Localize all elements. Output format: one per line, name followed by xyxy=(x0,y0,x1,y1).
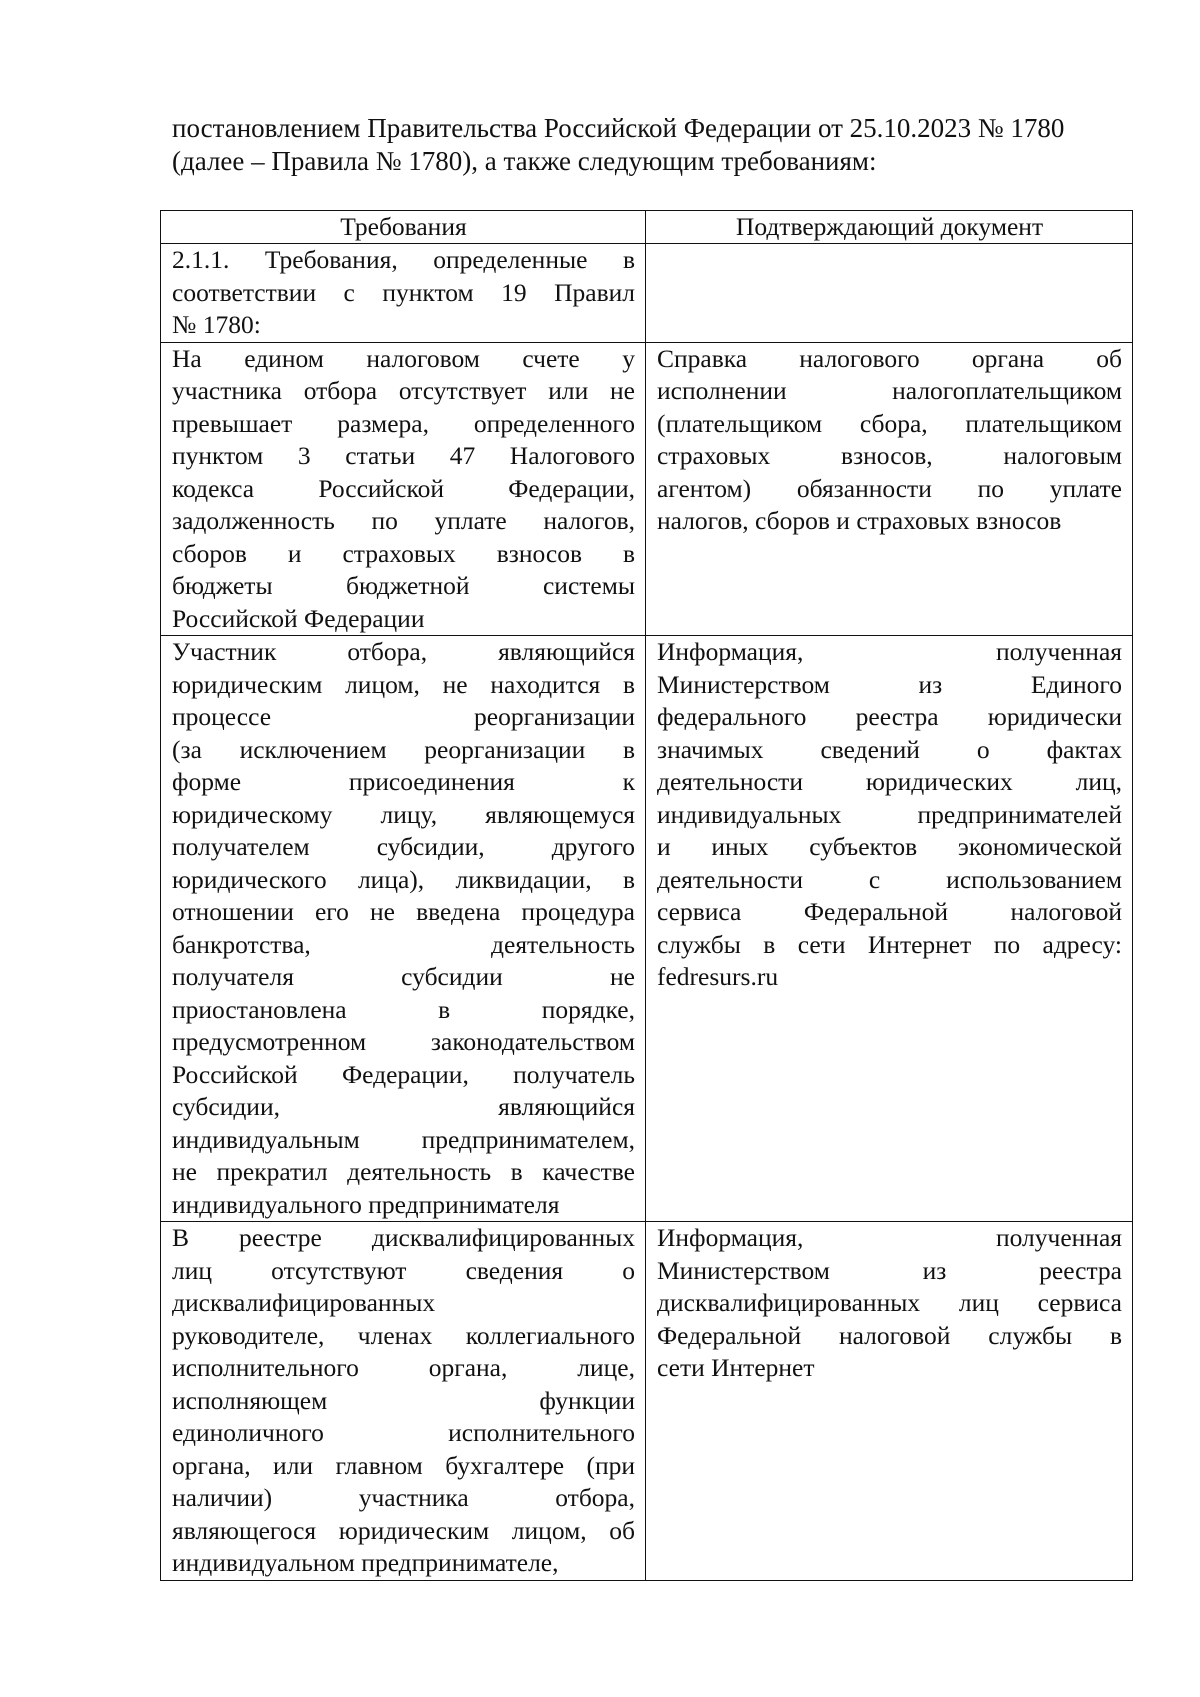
cell-text-line: наличии) участника отбора, xyxy=(172,1483,635,1512)
cell-text-line: дисквалифицированных лиц сервиса xyxy=(657,1288,1122,1317)
cell-text-line: не прекратил деятельность в качестве xyxy=(172,1157,635,1186)
table-row xyxy=(161,1222,1133,1581)
requirements-table xyxy=(160,210,1133,1581)
cell-text-line: соответствии с пунктом 19 Правил xyxy=(172,277,635,307)
cell-text-line: агентом) обязанности по уплате xyxy=(657,473,1122,503)
cell-text-line: индивидуальном предпринимателе, xyxy=(172,1548,559,1577)
cell-text-line: (плательщиком сбора, плательщиком xyxy=(657,408,1122,438)
cell-text-line: № 1780: xyxy=(172,310,261,339)
cell-text-line: Министерством из Единого xyxy=(657,669,1122,699)
cell-text-line: исполнении налогоплательщиком xyxy=(657,376,1122,405)
requirement-cell xyxy=(161,1222,646,1581)
cell-text-line: получателем субсидии, другого xyxy=(172,832,635,861)
cell-text-line: Федеральной налоговой службы в xyxy=(657,1320,1122,1350)
cell-text-line: деятельности юридических лиц, xyxy=(657,767,1122,796)
cell-text-line: значимых сведений о фактах xyxy=(657,734,1122,764)
cell-text-line: сети Интернет xyxy=(657,1353,815,1382)
cell-text-line: единоличного исполнительного xyxy=(172,1418,635,1447)
table-row xyxy=(161,636,1133,1222)
cell-text-line: предусмотренном законодательством xyxy=(172,1027,635,1056)
cell-text-line: 2.1.1. Требования, определенные в xyxy=(172,245,635,274)
cell-text-line: исполнительного органа, лице, xyxy=(172,1353,635,1382)
header-document: Подтверждающий документ xyxy=(646,211,1133,244)
intro-paragraph xyxy=(172,112,1132,178)
requirement-cell xyxy=(161,636,646,1222)
cell-text-line: На едином налоговом счете у xyxy=(172,343,635,373)
requirement-cell xyxy=(161,244,646,343)
cell-text-line: индивидуального предпринимателя xyxy=(172,1189,560,1219)
cell-text-line: юридического лица), ликвидации, в xyxy=(172,864,635,894)
cell-text-line: приостановлена в порядке, xyxy=(172,994,635,1024)
intro-line: (далее – Правила № 1780), а также следующим требованиям: xyxy=(172,146,877,176)
cell-text-line: индивидуальным предпринимателем, xyxy=(172,1124,635,1154)
cell-text-line: Информация, полученная xyxy=(657,1223,1122,1252)
cell-text-line: и иных субъектов экономической xyxy=(657,832,1122,861)
cell-text-line: Российской Федерации, получатель xyxy=(172,1059,635,1089)
cell-text-line: налогов, сборов и страховых взносов xyxy=(657,506,1062,535)
requirement-cell xyxy=(161,342,646,636)
cell-text-line: fedresurs.ru xyxy=(657,962,779,991)
document-cell xyxy=(646,636,1133,1222)
cell-text-line: органа, или главном бухгалтере (при xyxy=(172,1450,635,1480)
cell-text-line: дисквалифицированных xyxy=(172,1288,436,1317)
cell-text-line: отношении его не введена процедура xyxy=(172,897,635,926)
cell-text-line: федерального реестра юридически xyxy=(657,702,1122,731)
table-header-row xyxy=(161,211,1133,244)
cell-text-line: превышает размера, определенного xyxy=(172,408,635,438)
document-cell xyxy=(646,342,1133,636)
cell-text-line: процессе реорганизации xyxy=(172,702,635,731)
cell-text-line: сборов и страховых взносов в xyxy=(172,538,635,568)
table-row xyxy=(161,342,1133,636)
intro-line: постановлением Правительства Российской Федерации от 25.10.2023 № 1780 xyxy=(172,113,1065,143)
cell-text-line: страховых взносов, налоговым xyxy=(657,441,1122,470)
cell-text-line: кодекса Российской Федерации, xyxy=(172,473,635,503)
cell-text-line: службы в сети Интернет по адресу: xyxy=(657,929,1122,959)
cell-text-line: Российской Федерации xyxy=(172,603,425,633)
cell-text-line: являющегося юридическим лицом, об xyxy=(172,1515,635,1545)
cell-text-line: В реестре дисквалифицированных xyxy=(172,1223,635,1252)
cell-text-line: юридическому лицу, являющемуся xyxy=(172,799,635,829)
cell-text-line: Справка налогового органа об xyxy=(657,343,1122,373)
cell-text-line: банкротства, деятельность xyxy=(172,929,635,959)
cell-text-line: исполняющем функции xyxy=(172,1385,635,1415)
cell-text-line: Министерством из реестра xyxy=(657,1255,1122,1285)
cell-text-line: пунктом 3 статьи 47 Налогового xyxy=(172,441,635,470)
document-cell xyxy=(646,1222,1133,1581)
table-row xyxy=(161,244,1133,343)
cell-text-line: задолженность по уплате налогов, xyxy=(172,506,635,535)
cell-text-line: лиц отсутствуют сведения о xyxy=(172,1255,635,1285)
table-body xyxy=(161,244,1133,1581)
cell-text-line: субсидии, являющийся xyxy=(172,1092,635,1121)
cell-text-line: Информация, полученная xyxy=(657,637,1122,666)
cell-text-line: руководителе, членах коллегиального xyxy=(172,1320,635,1350)
cell-text-line: деятельности с использованием xyxy=(657,864,1122,894)
cell-text-line: получателя субсидии не xyxy=(172,962,635,991)
header-requirements: Требования xyxy=(161,211,646,244)
cell-text-line: Участник отбора, являющийся xyxy=(172,637,635,666)
cell-text-line: (за исключением реорганизации в xyxy=(172,734,635,764)
document-cell xyxy=(646,244,1133,343)
cell-text-line: бюджеты бюджетной системы xyxy=(172,571,635,600)
cell-text-line: сервиса Федеральной налоговой xyxy=(657,897,1122,926)
cell-text-line: индивидуальных предпринимателей xyxy=(657,799,1122,829)
cell-text-line: форме присоединения к xyxy=(172,767,635,796)
cell-text-line: участника отбора отсутствует или не xyxy=(172,376,635,405)
cell-text-line: юридическим лицом, не находится в xyxy=(172,669,635,699)
